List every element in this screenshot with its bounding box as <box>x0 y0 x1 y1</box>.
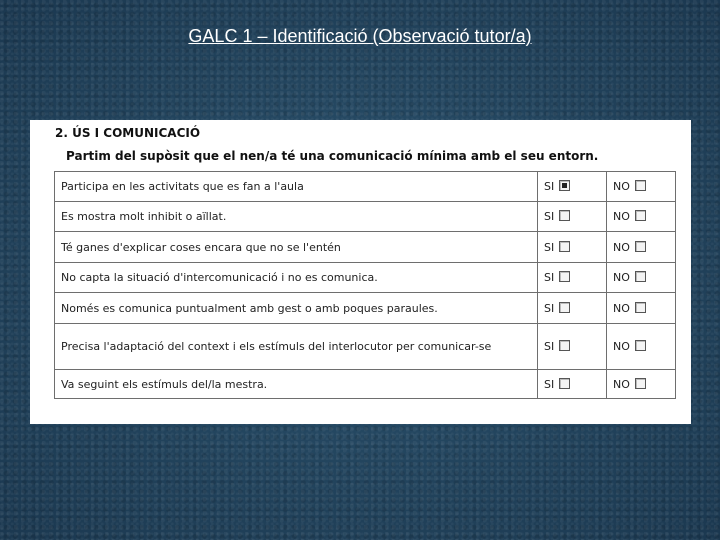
table-row <box>55 202 676 232</box>
table-row <box>55 232 676 263</box>
question-text: Té ganes d'explicar coses encara que no se l'entén <box>55 232 538 263</box>
yes-label: SI <box>544 340 555 353</box>
no-cell <box>607 293 676 324</box>
question-text: Es mostra molt inhibit o aïllat. <box>55 202 538 232</box>
yes-cell <box>538 202 607 232</box>
yes-cell <box>538 263 607 293</box>
yes-label: SI <box>544 180 555 193</box>
yes-checkbox[interactable] <box>559 271 570 282</box>
yes-checkbox[interactable] <box>559 210 570 221</box>
table-row <box>55 293 676 324</box>
section-title: 2. ÚS I COMUNICACIÓ <box>55 126 201 140</box>
no-cell <box>607 232 676 263</box>
yes-label: SI <box>544 210 555 223</box>
yes-checkbox[interactable] <box>559 241 570 252</box>
yes-cell <box>538 232 607 263</box>
slide-title: GALC 1 – Identificació (Observació tutor/a) <box>188 26 532 46</box>
yes-checkbox[interactable] <box>559 180 570 191</box>
intro-text: Partim del supòsit que el nen/a té una comunicació mínima amb el seu entorn. <box>66 149 599 163</box>
no-cell <box>607 324 676 370</box>
yes-cell <box>538 370 607 399</box>
questions-table <box>54 171 676 399</box>
no-checkbox[interactable] <box>635 378 646 389</box>
no-checkbox[interactable] <box>635 302 646 313</box>
yes-checkbox[interactable] <box>559 302 570 313</box>
yes-cell <box>538 293 607 324</box>
yes-label: SI <box>544 301 555 315</box>
question-text: Participa en les activitats que es fan a l'aula <box>55 172 538 202</box>
no-label: NO <box>613 210 630 223</box>
no-label: NO <box>613 271 630 284</box>
no-label: NO <box>613 180 630 193</box>
table-row <box>55 370 676 399</box>
question-text: Precisa l'adaptació del context i els estímuls del interlocutor per comunicar-se <box>55 324 538 370</box>
table-row <box>55 172 676 202</box>
form-card <box>30 120 691 424</box>
no-checkbox[interactable] <box>635 210 646 221</box>
no-label: NO <box>613 240 630 254</box>
table-row <box>55 263 676 293</box>
no-checkbox[interactable] <box>635 180 646 191</box>
no-cell <box>607 370 676 399</box>
question-text: Va seguint els estímuls del/la mestra. <box>55 370 538 399</box>
no-label: NO <box>613 301 630 315</box>
no-cell <box>607 263 676 293</box>
no-checkbox[interactable] <box>635 271 646 282</box>
yes-checkbox[interactable] <box>559 378 570 389</box>
yes-label: SI <box>544 271 555 284</box>
yes-cell <box>538 324 607 370</box>
no-label: NO <box>613 377 630 391</box>
no-label: NO <box>613 340 630 353</box>
no-checkbox[interactable] <box>635 241 646 252</box>
yes-checkbox[interactable] <box>559 340 570 351</box>
no-checkbox[interactable] <box>635 340 646 351</box>
yes-label: SI <box>544 240 555 254</box>
yes-cell <box>538 172 607 202</box>
no-cell <box>607 172 676 202</box>
question-text: Només es comunica puntualment amb gest o amb poques paraules. <box>55 293 538 324</box>
table-row <box>55 324 676 370</box>
question-text: No capta la situació d'intercomunicació i no es comunica. <box>55 263 538 293</box>
no-cell <box>607 202 676 232</box>
yes-label: SI <box>544 377 555 391</box>
